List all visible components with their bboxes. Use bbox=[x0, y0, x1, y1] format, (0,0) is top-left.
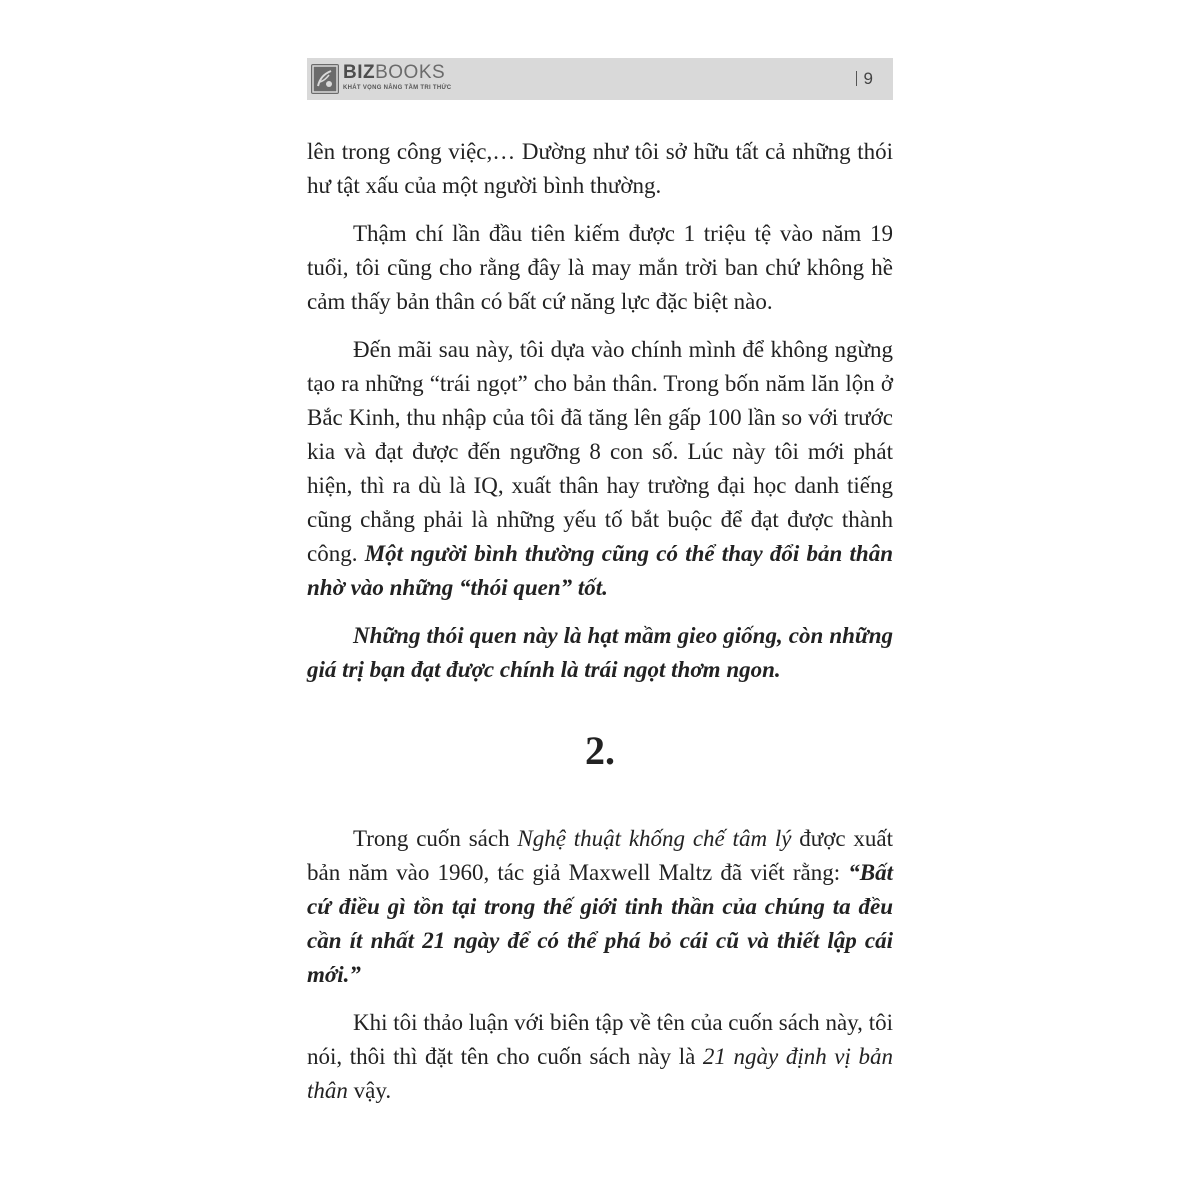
paragraph-5-book-title: Nghệ thuật khống chế tâm lý bbox=[517, 826, 792, 851]
section-heading: 2. bbox=[585, 728, 615, 773]
brand-books: BOOKS bbox=[375, 62, 446, 83]
page-number bbox=[856, 69, 873, 89]
page-number-separator bbox=[856, 71, 857, 86]
paragraph-4: Những thói quen này là hạt mầm gieo giống, còn những giá trị bạn đạt được chính là trái ngọt thơm ngon. bbox=[307, 623, 893, 682]
page-header bbox=[307, 58, 893, 100]
body-text-upper bbox=[307, 135, 893, 687]
brand-name bbox=[343, 62, 445, 84]
paragraph-5 bbox=[307, 822, 893, 992]
paragraph-2: Thậm chí lần đầu tiên kiếm được 1 triệu tệ vào năm 19 tuổi, tôi cũng cho rằng đây là may mắn trời ban chứ không hề cảm thấy bản thân có bất cứ năng lực đặc biệt nào. bbox=[307, 221, 893, 314]
brand-biz: BIZ bbox=[343, 62, 376, 83]
paragraph-6-book-title: 21 ngày định vị bản thân bbox=[307, 1044, 893, 1103]
paragraph-5-text-c: được xuất bản năm vào 1960, tác giả Maxwell Maltz đã viết rằng: bbox=[307, 826, 893, 885]
paragraph-1: lên trong công việc,… Dường như tôi sở hữu tất cả những thói hư tật xấu của một người bình thường. bbox=[307, 139, 893, 198]
paragraph-3-text: Đến mãi sau này, tôi dựa vào chính mình để không ngừng tạo ra những “trái ngọt” cho bản thân. Trong bốn năm lăn lộn ở Bắc Kinh, thu nhập của tôi đã tăng lên gấp 100 lần so với trước kia và đạt được đến ngưỡng 8 con số. Lúc này tôi mới phát hiện, thì ra dù là IQ, xuất thân hay trường đại học danh tiếng cũng chẳng phải là những yếu tố bắt buộc để đạt được thành công. bbox=[307, 337, 893, 566]
paragraph-6 bbox=[307, 1006, 893, 1108]
bizbooks-logo-icon bbox=[311, 64, 339, 94]
paragraph-5-quote: “Bất cứ điều gì tồn tại trong thế giới tinh thần của chúng ta đều cần ít nhất 21 ngày để có thể phá bỏ cái cũ và thiết lập cái mới.” bbox=[307, 860, 893, 987]
paragraph-5-text-a: Trong cuốn sách bbox=[353, 826, 518, 851]
paragraph-6-text-a: Khi tôi thảo luận với biên tập về tên của cuốn sách này, tôi nói, thôi thì đặt tên cho cuốn sách này là bbox=[307, 1010, 893, 1069]
page-number-value: 9 bbox=[863, 69, 873, 88]
paragraph-3-emphasis: Một người bình thường cũng có thể thay đổi bản thân nhờ vào những “thói quen” tốt. bbox=[307, 541, 893, 600]
paragraph-6-text-c: vậy. bbox=[347, 1078, 392, 1103]
paragraph-3 bbox=[307, 333, 893, 605]
brand-tagline: KHÁT VỌNG NÂNG TẦM TRI THỨC bbox=[343, 85, 452, 91]
body-text-lower bbox=[307, 822, 893, 1108]
